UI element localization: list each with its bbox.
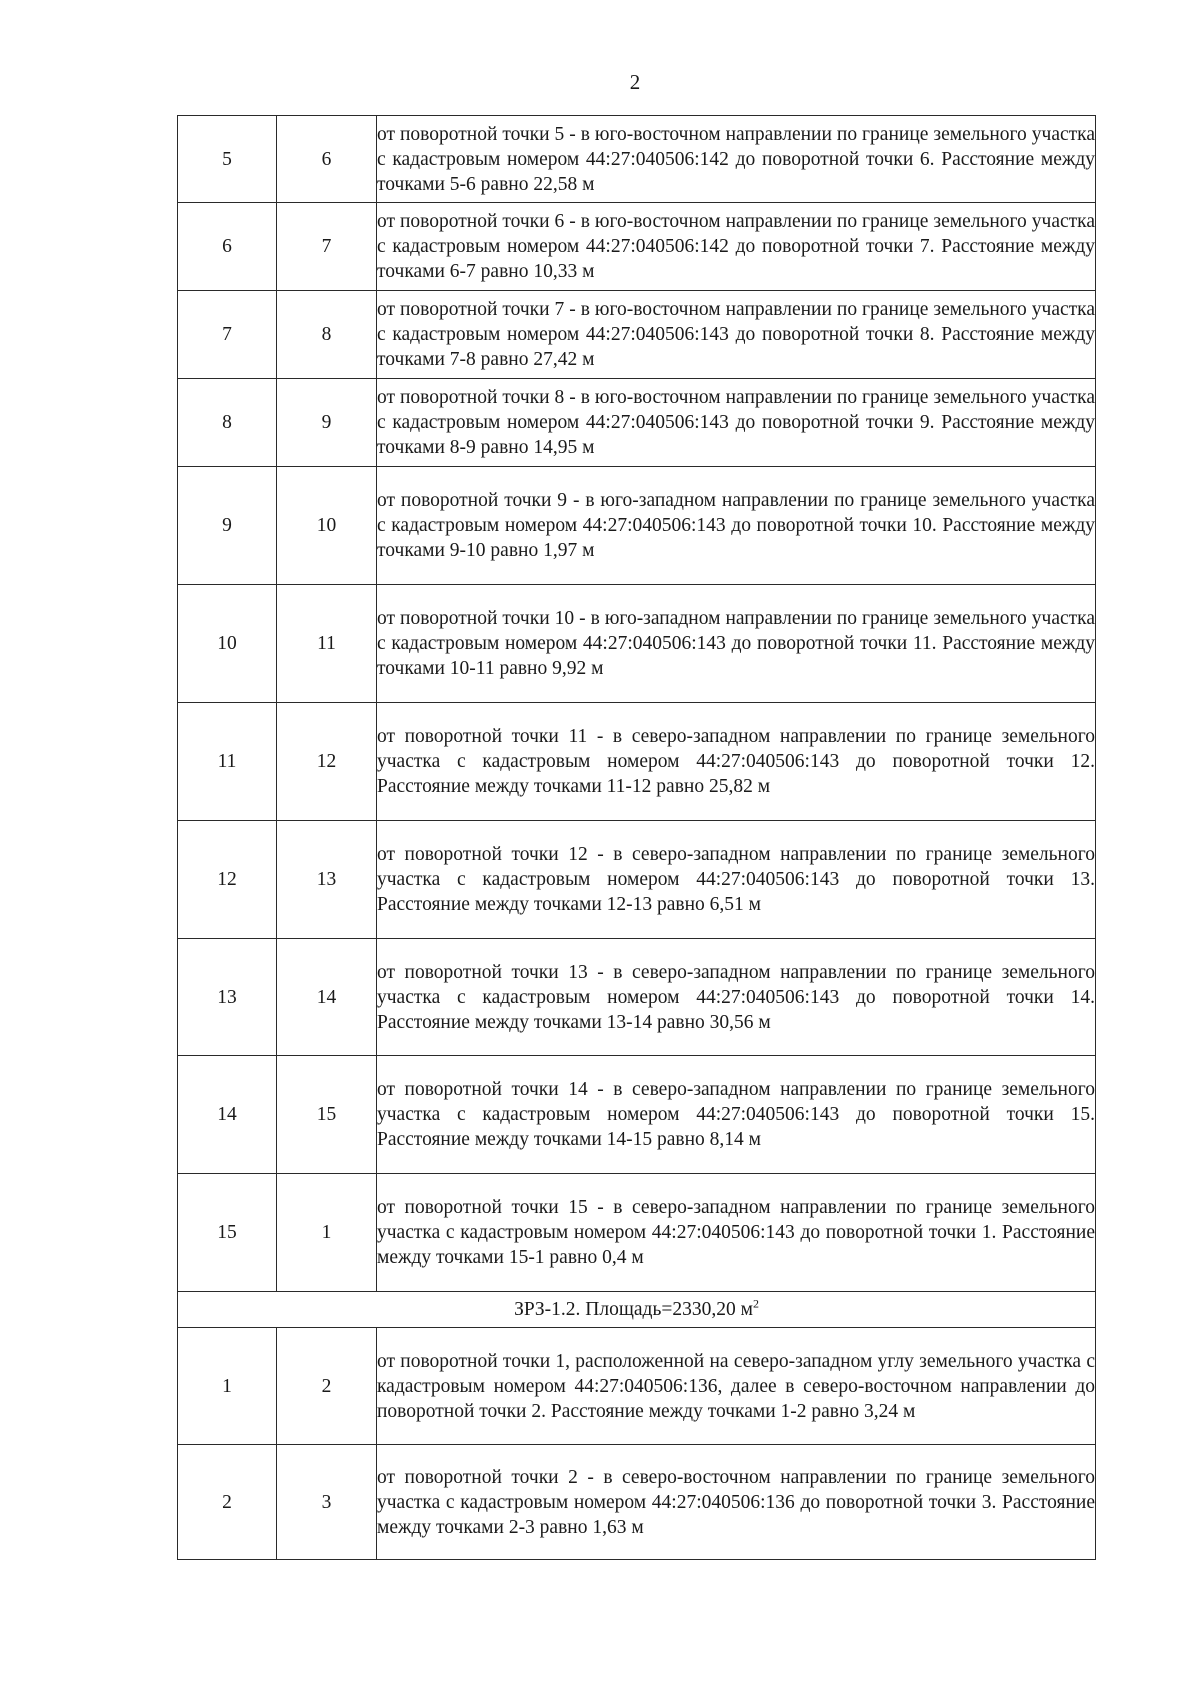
to-point-cell: 10	[277, 467, 377, 585]
from-point-cell: 2	[178, 1445, 277, 1560]
from-point-cell: 10	[178, 585, 277, 703]
area-unit-superscript: 2	[752, 1296, 759, 1311]
table-row	[178, 585, 1096, 703]
table-row	[178, 467, 1096, 585]
description-cell: от поворотной точки 5 - в юго-восточном направлении по границе земельного участка с кадастровым номером 44:27:040506:142 до поворотной точки 6. Расстояние между точками 5-6 равно 22,58 м	[377, 116, 1096, 203]
description-cell: от поворотной точки 14 - в северо-западном направлении по границе земельного участка с кадастровым номером 44:27:040506:143 до поворотной точки 15. Расстояние между точками 14-15 равно 8,14 м	[377, 1056, 1096, 1174]
from-point-cell: 6	[178, 203, 277, 291]
description-cell: от поворотной точки 11 - в северо-западном направлении по границе земельного участка с кадастровым номером 44:27:040506:143 до поворотной точки 12. Расстояние между точками 11-12 равно 25,82 м	[377, 703, 1096, 821]
description-cell: от поворотной точки 12 - в северо-западном направлении по границе земельного участка с кадастровым номером 44:27:040506:143 до поворотной точки 13. Расстояние между точками 12-13 равно 6,51 м	[377, 821, 1096, 939]
table-row	[178, 1056, 1096, 1174]
from-point-cell: 15	[178, 1174, 277, 1292]
from-point-cell: 8	[178, 379, 277, 467]
table-row	[178, 821, 1096, 939]
table-row	[178, 291, 1096, 379]
from-point-cell: 9	[178, 467, 277, 585]
to-point-cell: 6	[277, 116, 377, 203]
section-title-text: ЗРЗ-1.2. Площадь=2330,20 м	[514, 1299, 753, 1320]
description-cell: от поворотной точки 7 - в юго-восточном направлении по границе земельного участка с кадастровым номером 44:27:040506:143 до поворотной точки 8. Расстояние между точками 7-8 равно 27,42 м	[377, 291, 1096, 379]
to-point-cell: 8	[277, 291, 377, 379]
description-cell: от поворотной точки 15 - в северо-западном направлении по границе земельного участка с кадастровым номером 44:27:040506:143 до поворотной точки 1. Расстояние между точками 15-1 равно 0,4 м	[377, 1174, 1096, 1292]
table-row	[178, 1445, 1096, 1560]
from-point-cell: 7	[178, 291, 277, 379]
description-cell: от поворотной точки 9 - в юго-западном направлении по границе земельного участка с кадастровым номером 44:27:040506:143 до поворотной точки 10. Расстояние между точками 9-10 равно 1,97 м	[377, 467, 1096, 585]
to-point-cell: 9	[277, 379, 377, 467]
description-cell: от поворотной точки 8 - в юго-восточном направлении по границе земельного участка с кадастровым номером 44:27:040506:143 до поворотной точки 9. Расстояние между точками 8-9 равно 14,95 м	[377, 379, 1096, 467]
description-cell: от поворотной точки 1, расположенной на северо-западном углу земельного участка с кадастровым номером 44:27:040506:136, далее в северо-восточном направлении до поворотной точки 2. Расстояние между точками 1-2 равно 3,24 м	[377, 1328, 1096, 1445]
from-point-cell: 13	[178, 939, 277, 1056]
description-cell: от поворотной точки 6 - в юго-восточном направлении по границе земельного участка с кадастровым номером 44:27:040506:142 до поворотной точки 7. Расстояние между точками 6-7 равно 10,33 м	[377, 203, 1096, 291]
table-row	[178, 203, 1096, 291]
boundary-description-table	[177, 115, 1096, 1560]
to-point-cell: 7	[277, 203, 377, 291]
description-cell: от поворотной точки 10 - в юго-западном направлении по границе земельного участка с кадастровым номером 44:27:040506:143 до поворотной точки 11. Расстояние между точками 10-11 равно 9,92 м	[377, 585, 1096, 703]
from-point-cell: 11	[178, 703, 277, 821]
section-title	[178, 1292, 1096, 1328]
to-point-cell: 12	[277, 703, 377, 821]
table-row	[178, 939, 1096, 1056]
table-row	[178, 116, 1096, 203]
table-row	[178, 379, 1096, 467]
to-point-cell: 14	[277, 939, 377, 1056]
from-point-cell: 12	[178, 821, 277, 939]
from-point-cell: 1	[178, 1328, 277, 1445]
to-point-cell: 15	[277, 1056, 377, 1174]
description-cell: от поворотной точки 13 - в северо-западном направлении по границе земельного участка с кадастровым номером 44:27:040506:143 до поворотной точки 14. Расстояние между точками 13-14 равно 30,56 м	[377, 939, 1096, 1056]
description-cell: от поворотной точки 2 - в северо-восточном направлении по границе земельного участка с кадастровым номером 44:27:040506:136 до поворотной точки 3. Расстояние между точками 2-3 равно 1,63 м	[377, 1445, 1096, 1560]
from-point-cell: 5	[178, 116, 277, 203]
table-row	[178, 703, 1096, 821]
table-row	[178, 1328, 1096, 1445]
to-point-cell: 3	[277, 1445, 377, 1560]
to-point-cell: 11	[277, 585, 377, 703]
page-number: 2	[629, 70, 641, 94]
to-point-cell: 2	[277, 1328, 377, 1445]
table-row	[178, 1174, 1096, 1292]
section-header-row	[178, 1292, 1096, 1328]
to-point-cell: 1	[277, 1174, 377, 1292]
from-point-cell: 14	[178, 1056, 277, 1174]
to-point-cell: 13	[277, 821, 377, 939]
